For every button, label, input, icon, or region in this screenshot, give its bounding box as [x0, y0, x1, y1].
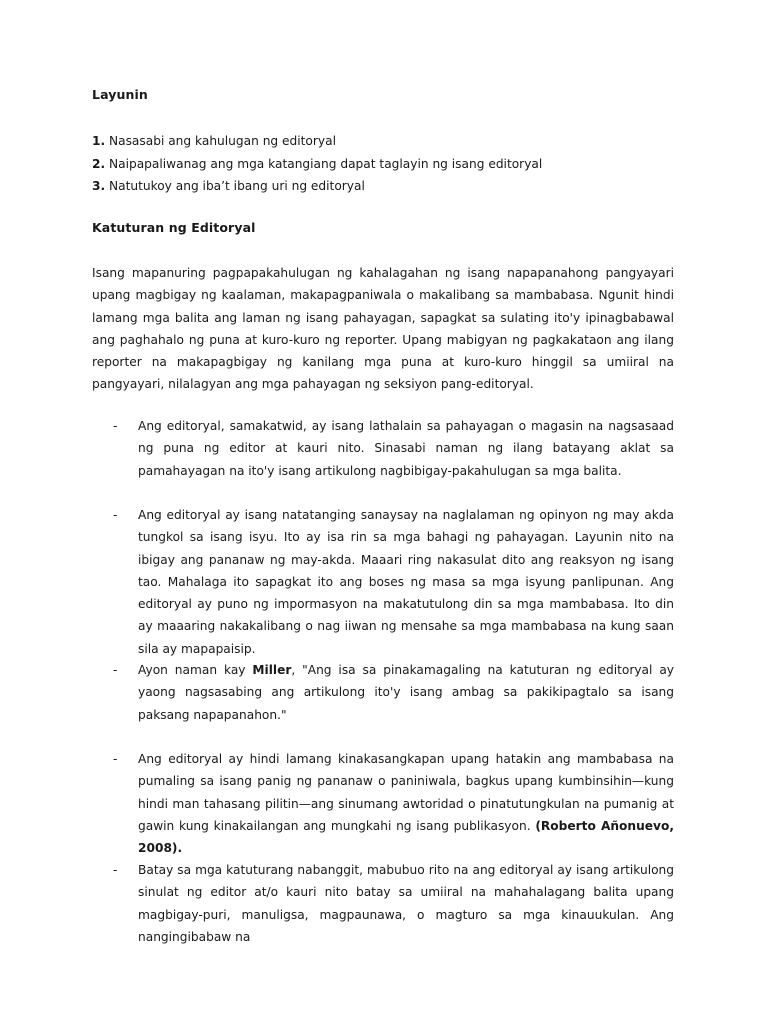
bullet-text: Batay sa mga katuturang nabanggit, mabubuo rito na ang editoryal ay isang artikulong sinulat ng editor at/o kauri nito batay sa umiiral na mahahalagang balita upang magbigay-puri, manuligsa, magpaunawa, o magturo sa mga kinauukulan. Ang nangingibabaw na: [138, 863, 674, 944]
bullet-item: [113, 659, 674, 726]
objective-number: 3.: [92, 179, 106, 193]
bullet-dash: -: [113, 508, 118, 522]
bullet-item: [113, 415, 674, 482]
bullet-dash: -: [113, 752, 118, 766]
bullet-text: Ang editoryal ay isang natatanging sanaysay na naglalaman ng opinyon ng may akda tungkol sa isang isyu. Ito ay isa rin sa mga bahagi ng pahayagan. Layunin nito na ibigay ang pananaw ng may-akda. Maaari ring nakasulat dito ang reaksyon ng isang tao. Mahalaga ito sapagkat ito ang boses ng masa sa mga isyung panlipunan. Ang editoryal ay puno ng impormasyon na makatutulong din sa mga mambabasa. Ito din ay maaaring nakakalibang o nag iiwan ng mensahe sa mga mambabasa na kung saan sila ay mapapaisip.: [138, 508, 674, 656]
bullet-dash: -: [113, 663, 118, 677]
objective-item: [92, 175, 542, 198]
objective-item: [92, 130, 542, 153]
bullet-text: Ang editoryal, samakatwid, ay isang lathalain sa pahayagan o magasin na nagsasaad ng puna ng editor at kauri nito. Sinasabi naman ng ilang batayang aklat sa pamahayagan na ito'y isang artikulong nagbibigay-pakahulugan sa mga balita.: [138, 419, 674, 478]
objective-number: 1.: [92, 134, 106, 148]
objective-number: 2.: [92, 156, 106, 171]
section-heading-layunin: Layunin: [92, 87, 148, 102]
bullet-item: [113, 859, 674, 948]
bullet-dash: -: [113, 863, 118, 877]
bullet-text-segment: Ang editoryal ay hindi lamang kinakasangkapan upang hatakin ang mambabasa na pumaling sa isang panig ng pananaw o paniniwala, bagkus upang kumbinsihin—kung hindi man tahasang pilitin—ang sinumang awtoridad o pinatutungkulan na pumanig at gawin kung kinakailangan ang mungkahi ng isang publikasyon.: [138, 752, 674, 833]
intro-paragraph: Isang mapanuring pagpapakahulugan ng kahalagahan ng isang napapanahong pangyayari upang magbigay ng kaalaman, makapagpaniwala o makalibang sa mambabasa. Ngunit hindi lamang mga balita ang laman ng isang pahayagan, sapagkat sa sulating ito'y ipinagbabawal ang paghahalo ng puna at kuro-kuro ng reporter. Upang mabigyan ng pagkakataon ang ilang reporter na makapagbigay ng kanilang mga puna at kuro-kuro hinggil sa umiiral na pangyayari, nilalagyan ang mga pahayagan ng seksiyon pang-editoryal.: [92, 266, 674, 392]
bullet-text-segment: Ayon naman kay: [138, 663, 253, 677]
bullet-text-segment: , "Ang isa sa pinakamagaling na katuturan ng editoryal ay yaong nagsasabing ang artikulong ito'y isang ambag sa pakikipagtalo sa isang paksang napapanahon.": [138, 663, 674, 722]
bullet-text: [138, 748, 674, 859]
bullet-text: [138, 659, 674, 726]
author-name: Miller: [252, 663, 292, 677]
objectives-list: [92, 130, 542, 198]
bullet-item: [113, 504, 674, 660]
objective-text: Natutukoy ang iba’t ibang uri ng editoryal: [105, 179, 365, 193]
objective-item: [92, 153, 542, 176]
citation: (Roberto Añonuevo, 2008).: [138, 818, 674, 856]
bullet-item: [113, 748, 674, 859]
section-heading-katuturan: Katuturan ng Editoryal: [92, 220, 256, 235]
objective-text: Naipapaliwanag ang mga katangiang dapat taglayin ng isang editoryal: [105, 156, 543, 171]
bullet-dash: -: [113, 419, 118, 433]
objective-text: Nasasabi ang kahulugan ng editoryal: [105, 134, 336, 148]
